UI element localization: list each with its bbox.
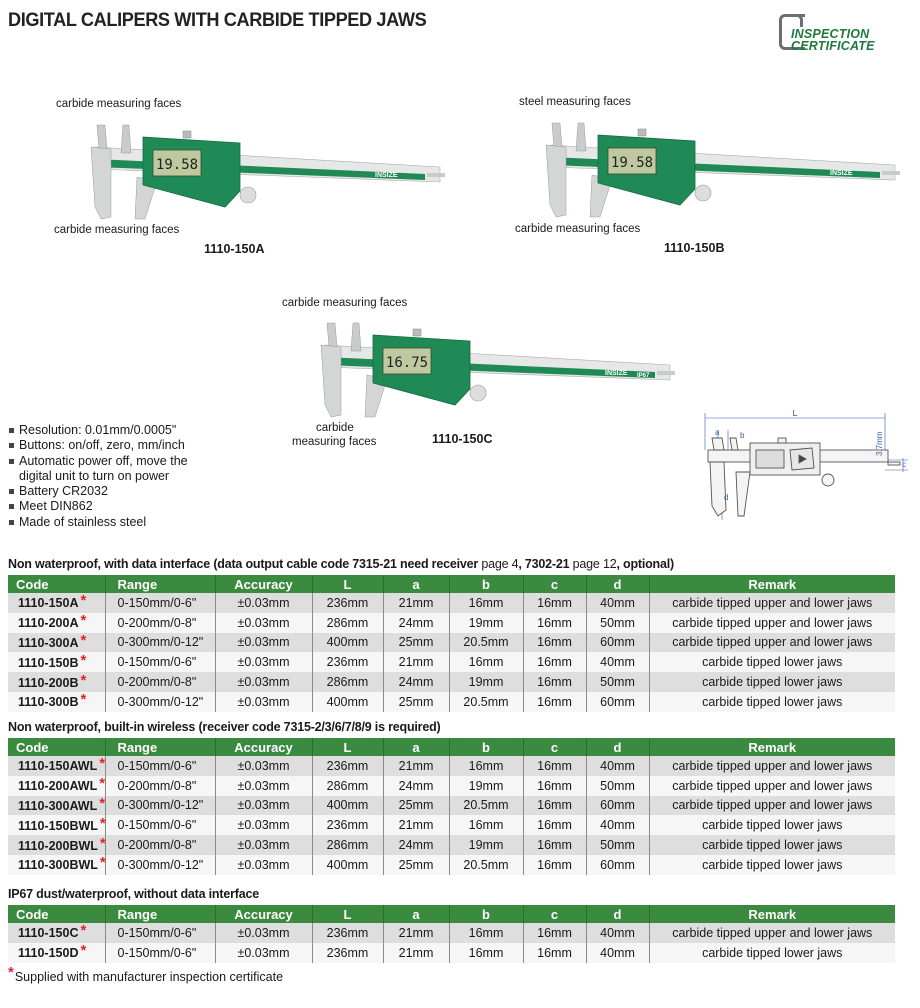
cell-b: 20.5mm bbox=[449, 633, 523, 653]
cell-a: 25mm bbox=[383, 633, 449, 653]
cell-code: 1110-150C * bbox=[8, 923, 105, 943]
column-header-a: a bbox=[383, 575, 449, 593]
product-2-model: 1110-150B bbox=[664, 241, 725, 255]
table-row bbox=[8, 756, 895, 776]
cell-c: 16mm bbox=[523, 815, 586, 835]
table-row bbox=[8, 835, 895, 855]
cell-l: 236mm bbox=[312, 593, 383, 613]
cell-remark: carbide tipped lower jaws bbox=[649, 672, 895, 692]
star-marker: * bbox=[80, 592, 87, 610]
diagram-label-d: d bbox=[724, 493, 729, 502]
cell-code: 1110-150AWL * bbox=[8, 756, 105, 776]
cell-remark: carbide tipped upper and lower jaws bbox=[649, 776, 895, 796]
table-row bbox=[8, 652, 895, 672]
cell-accuracy: ±0.03mm bbox=[215, 613, 312, 633]
cell-c: 16mm bbox=[523, 943, 586, 963]
cell-remark: carbide tipped upper and lower jaws bbox=[649, 923, 895, 943]
caliper-drawing bbox=[510, 105, 900, 225]
table-row bbox=[8, 796, 895, 816]
column-header-c: c bbox=[523, 905, 586, 923]
star-marker: * bbox=[80, 942, 87, 960]
inspection-certificate-badge bbox=[779, 14, 904, 54]
spec-table-1 bbox=[8, 575, 895, 712]
star-marker: * bbox=[80, 671, 87, 689]
column-header-l: L bbox=[312, 575, 383, 593]
cell-accuracy: ±0.03mm bbox=[215, 855, 312, 875]
cell-range: 0-200mm/0-8" bbox=[105, 835, 215, 855]
cell-code: 1110-150B * bbox=[8, 652, 105, 672]
star-marker: * bbox=[80, 631, 87, 649]
column-header-code: Code bbox=[8, 575, 105, 593]
feature-item: Made of stainless steel bbox=[8, 515, 188, 530]
product-1-top-label: carbide measuring faces bbox=[56, 98, 182, 110]
cell-l: 236mm bbox=[312, 943, 383, 963]
column-header-code: Code bbox=[8, 905, 105, 923]
header-row bbox=[8, 738, 895, 756]
cell-accuracy: ±0.03mm bbox=[215, 692, 312, 712]
cell-c: 16mm bbox=[523, 672, 586, 692]
cell-d: 50mm bbox=[586, 776, 649, 796]
cell-l: 236mm bbox=[312, 756, 383, 776]
cell-l: 400mm bbox=[312, 796, 383, 816]
star-marker: * bbox=[80, 922, 87, 940]
cell-c: 16mm bbox=[523, 593, 586, 613]
diagram-label-b: b bbox=[740, 431, 745, 440]
cell-d: 40mm bbox=[586, 593, 649, 613]
cell-code: 1110-150A * bbox=[8, 593, 105, 613]
table-row bbox=[8, 943, 895, 963]
cell-range: 0-300mm/0-12" bbox=[105, 855, 215, 875]
column-header-d: d bbox=[586, 905, 649, 923]
section-1-title: Non waterproof, with data interface (data output cable code 7315-21 need receiver page 4, 7302-21 page 12, optional) bbox=[8, 557, 674, 571]
cell-range: 0-150mm/0-6" bbox=[105, 652, 215, 672]
product-3-bottom-label-line2: measuring faces bbox=[292, 436, 377, 448]
table-row bbox=[8, 633, 895, 653]
column-header-b: b bbox=[449, 575, 523, 593]
lcd-readout: 16.75 bbox=[385, 355, 429, 371]
product-1-model: 1110-150A bbox=[204, 242, 265, 256]
cell-c: 16mm bbox=[523, 923, 586, 943]
cell-c: 16mm bbox=[523, 855, 586, 875]
cell-code: 1110-300A * bbox=[8, 633, 105, 653]
column-header-c: c bbox=[523, 738, 586, 756]
column-header-remark: Remark bbox=[649, 905, 895, 923]
cell-d: 50mm bbox=[586, 835, 649, 855]
cell-code: 1110-150BWL * bbox=[8, 815, 105, 835]
cell-b: 16mm bbox=[449, 756, 523, 776]
cell-b: 20.5mm bbox=[449, 796, 523, 816]
page-title: DIGITAL CALIPERS WITH CARBIDE TIPPED JAWS bbox=[8, 9, 427, 31]
cell-code: 1110-300AWL * bbox=[8, 796, 105, 816]
column-header-c: c bbox=[523, 575, 586, 593]
column-header-code: Code bbox=[8, 738, 105, 756]
cell-d: 60mm bbox=[586, 796, 649, 816]
table-row bbox=[8, 692, 895, 712]
product-1-bottom-label: carbide measuring faces bbox=[54, 224, 180, 236]
cell-a: 21mm bbox=[383, 815, 449, 835]
column-header-range: Range bbox=[105, 905, 215, 923]
feature-item: Resolution: 0.01mm/0.0005" bbox=[8, 423, 188, 438]
cell-b: 16mm bbox=[449, 593, 523, 613]
table-row bbox=[8, 776, 895, 796]
cell-code: 1110-200B * bbox=[8, 672, 105, 692]
cell-code: 1110-150D * bbox=[8, 943, 105, 963]
cell-range: 0-150mm/0-6" bbox=[105, 756, 215, 776]
header-row bbox=[8, 575, 895, 593]
cell-a: 24mm bbox=[383, 776, 449, 796]
cell-remark: carbide tipped upper and lower jaws bbox=[649, 796, 895, 816]
caliper-image-1110-150B bbox=[510, 105, 900, 230]
star-marker: * bbox=[8, 964, 14, 981]
product-3-bottom-label-line1: carbide bbox=[316, 422, 354, 434]
cell-c: 16mm bbox=[523, 652, 586, 672]
caliper-image-1110-150A bbox=[55, 107, 445, 232]
cell-remark: carbide tipped lower jaws bbox=[649, 943, 895, 963]
column-header-d: d bbox=[586, 738, 649, 756]
cell-l: 400mm bbox=[312, 692, 383, 712]
cell-accuracy: ±0.03mm bbox=[215, 923, 312, 943]
feature-item: Automatic power off, move the bbox=[8, 454, 188, 469]
cell-d: 40mm bbox=[586, 756, 649, 776]
cell-remark: carbide tipped lower jaws bbox=[649, 692, 895, 712]
table-row bbox=[8, 613, 895, 633]
cell-range: 0-150mm/0-6" bbox=[105, 923, 215, 943]
table-row bbox=[8, 923, 895, 943]
cell-l: 400mm bbox=[312, 633, 383, 653]
cell-remark: carbide tipped upper and lower jaws bbox=[649, 633, 895, 653]
dimension-diagram bbox=[700, 410, 910, 525]
cell-b: 16mm bbox=[449, 923, 523, 943]
cell-a: 21mm bbox=[383, 593, 449, 613]
cell-b: 19mm bbox=[449, 672, 523, 692]
cell-c: 16mm bbox=[523, 756, 586, 776]
cell-range: 0-300mm/0-12" bbox=[105, 692, 215, 712]
cell-accuracy: ±0.03mm bbox=[215, 835, 312, 855]
cell-range: 0-150mm/0-6" bbox=[105, 943, 215, 963]
diagram-label-dim: 3.7mm bbox=[875, 431, 884, 456]
column-header-a: a bbox=[383, 905, 449, 923]
cell-code: 1110-200A * bbox=[8, 613, 105, 633]
cell-d: 40mm bbox=[586, 652, 649, 672]
star-marker: * bbox=[99, 794, 106, 812]
cell-d: 40mm bbox=[586, 943, 649, 963]
column-header-b: b bbox=[449, 905, 523, 923]
cell-code: 1110-300B * bbox=[8, 692, 105, 712]
feature-item: Buttons: on/off, zero, mm/inch bbox=[8, 438, 188, 453]
column-header-accuracy: Accuracy bbox=[215, 575, 312, 593]
cell-l: 236mm bbox=[312, 652, 383, 672]
feature-item: Battery CR2032 bbox=[8, 484, 188, 499]
feature-item-continuation: digital unit to turn on power bbox=[19, 468, 170, 483]
star-marker: * bbox=[80, 651, 87, 669]
footnote-text: Supplied with manufacturer inspection certificate bbox=[14, 970, 284, 984]
column-header-d: d bbox=[586, 575, 649, 593]
cell-accuracy: ±0.03mm bbox=[215, 633, 312, 653]
cell-code: 1110-200AWL * bbox=[8, 776, 105, 796]
cell-remark: carbide tipped lower jaws bbox=[649, 652, 895, 672]
cell-remark: carbide tipped upper and lower jaws bbox=[649, 756, 895, 776]
cell-d: 60mm bbox=[586, 633, 649, 653]
lcd-readout: 19.58 bbox=[155, 157, 199, 173]
cell-c: 16mm bbox=[523, 613, 586, 633]
feature-item: Meet DIN862 bbox=[8, 499, 188, 514]
cell-remark: carbide tipped lower jaws bbox=[649, 855, 895, 875]
cell-d: 40mm bbox=[586, 815, 649, 835]
column-header-remark: Remark bbox=[649, 738, 895, 756]
section-2-title: Non waterproof, built-in wireless (receiver code 7315-2/3/6/7/8/9 is required) bbox=[8, 720, 441, 734]
cell-accuracy: ±0.03mm bbox=[215, 652, 312, 672]
caliper-drawing bbox=[285, 305, 675, 425]
section-3-title: IP67 dust/waterproof, without data interface bbox=[8, 887, 259, 901]
cell-remark: carbide tipped lower jaws bbox=[649, 835, 895, 855]
cell-b: 16mm bbox=[449, 943, 523, 963]
cell-b: 19mm bbox=[449, 776, 523, 796]
cell-b: 19mm bbox=[449, 835, 523, 855]
caliper-image-1110-150C bbox=[285, 305, 675, 430]
cell-accuracy: ±0.03mm bbox=[215, 672, 312, 692]
cell-a: 21mm bbox=[383, 756, 449, 776]
cell-range: 0-200mm/0-8" bbox=[105, 613, 215, 633]
cell-accuracy: ±0.03mm bbox=[215, 815, 312, 835]
column-header-l: L bbox=[312, 905, 383, 923]
cell-accuracy: ±0.03mm bbox=[215, 756, 312, 776]
star-marker: * bbox=[99, 854, 106, 872]
cell-code: 1110-300BWL * bbox=[8, 855, 105, 875]
table-row bbox=[8, 593, 895, 613]
brand-logo: INSIZE bbox=[375, 172, 398, 179]
spec-table-3 bbox=[8, 905, 895, 963]
product-3-top-label: carbide measuring faces bbox=[282, 297, 408, 309]
lcd-readout: 19.58 bbox=[610, 155, 654, 171]
cell-accuracy: ±0.03mm bbox=[215, 776, 312, 796]
cell-b: 16mm bbox=[449, 652, 523, 672]
star-marker: * bbox=[99, 775, 106, 793]
cell-range: 0-300mm/0-12" bbox=[105, 633, 215, 653]
product-2-top-label: steel measuring faces bbox=[519, 96, 631, 108]
star-marker: * bbox=[80, 612, 87, 630]
column-header-l: L bbox=[312, 738, 383, 756]
column-header-b: b bbox=[449, 738, 523, 756]
table-row bbox=[8, 815, 895, 835]
cell-a: 24mm bbox=[383, 672, 449, 692]
cell-b: 20.5mm bbox=[449, 855, 523, 875]
cell-remark: carbide tipped upper and lower jaws bbox=[649, 593, 895, 613]
cell-l: 286mm bbox=[312, 672, 383, 692]
cell-l: 400mm bbox=[312, 855, 383, 875]
column-header-range: Range bbox=[105, 738, 215, 756]
column-header-accuracy: Accuracy bbox=[215, 738, 312, 756]
diagram-label-c: c bbox=[902, 460, 906, 469]
certificate-line2: CERTIFICATE bbox=[791, 39, 875, 53]
product-3-model: 1110-150C bbox=[432, 432, 493, 446]
product-2-bottom-label: carbide measuring faces bbox=[515, 223, 641, 235]
cell-l: 286mm bbox=[312, 776, 383, 796]
cell-a: 21mm bbox=[383, 923, 449, 943]
cell-code: 1110-200BWL * bbox=[8, 835, 105, 855]
cell-b: 20.5mm bbox=[449, 692, 523, 712]
cell-range: 0-200mm/0-8" bbox=[105, 672, 215, 692]
cell-range: 0-150mm/0-6" bbox=[105, 593, 215, 613]
cell-remark: carbide tipped lower jaws bbox=[649, 815, 895, 835]
cell-accuracy: ±0.03mm bbox=[215, 943, 312, 963]
certificate-line1: INSPECTION bbox=[791, 27, 870, 41]
table-row bbox=[8, 672, 895, 692]
brand-logo: INSIZE bbox=[605, 370, 628, 377]
cell-b: 19mm bbox=[449, 613, 523, 633]
diagram-label-L: L bbox=[792, 410, 798, 418]
header-row bbox=[8, 905, 895, 923]
star-marker: * bbox=[99, 834, 106, 852]
column-header-remark: Remark bbox=[649, 575, 895, 593]
cell-c: 16mm bbox=[523, 835, 586, 855]
footnote bbox=[8, 964, 284, 985]
cell-c: 16mm bbox=[523, 796, 586, 816]
cell-a: 21mm bbox=[383, 943, 449, 963]
cell-accuracy: ±0.03mm bbox=[215, 796, 312, 816]
cell-a: 24mm bbox=[383, 613, 449, 633]
cell-range: 0-200mm/0-8" bbox=[105, 776, 215, 796]
caliper-drawing bbox=[55, 107, 445, 227]
cell-a: 24mm bbox=[383, 835, 449, 855]
table-row bbox=[8, 855, 895, 875]
column-header-accuracy: Accuracy bbox=[215, 905, 312, 923]
cell-d: 50mm bbox=[586, 613, 649, 633]
column-header-range: Range bbox=[105, 575, 215, 593]
cell-l: 286mm bbox=[312, 613, 383, 633]
cell-c: 16mm bbox=[523, 692, 586, 712]
feature-list bbox=[8, 423, 188, 530]
cell-a: 25mm bbox=[383, 796, 449, 816]
diagram-label-a: a bbox=[715, 428, 720, 437]
cell-d: 50mm bbox=[586, 672, 649, 692]
cell-remark: carbide tipped upper and lower jaws bbox=[649, 613, 895, 633]
spec-table-2 bbox=[8, 738, 895, 875]
brand-logo: INSIZE bbox=[830, 170, 853, 177]
column-header-a: a bbox=[383, 738, 449, 756]
cell-l: 286mm bbox=[312, 835, 383, 855]
cell-d: 60mm bbox=[586, 692, 649, 712]
cell-range: 0-150mm/0-6" bbox=[105, 815, 215, 835]
cell-d: 40mm bbox=[586, 923, 649, 943]
cell-a: 21mm bbox=[383, 652, 449, 672]
cell-b: 16mm bbox=[449, 815, 523, 835]
cell-a: 25mm bbox=[383, 855, 449, 875]
cell-range: 0-300mm/0-12" bbox=[105, 796, 215, 816]
cell-accuracy: ±0.03mm bbox=[215, 593, 312, 613]
cell-c: 16mm bbox=[523, 776, 586, 796]
star-marker: * bbox=[99, 755, 106, 773]
cell-l: 236mm bbox=[312, 815, 383, 835]
cell-c: 16mm bbox=[523, 633, 586, 653]
ip67-mark: IP67 bbox=[637, 373, 650, 379]
cell-d: 60mm bbox=[586, 855, 649, 875]
cell-l: 236mm bbox=[312, 923, 383, 943]
star-marker: * bbox=[99, 814, 106, 832]
cell-a: 25mm bbox=[383, 692, 449, 712]
star-marker: * bbox=[80, 691, 87, 709]
